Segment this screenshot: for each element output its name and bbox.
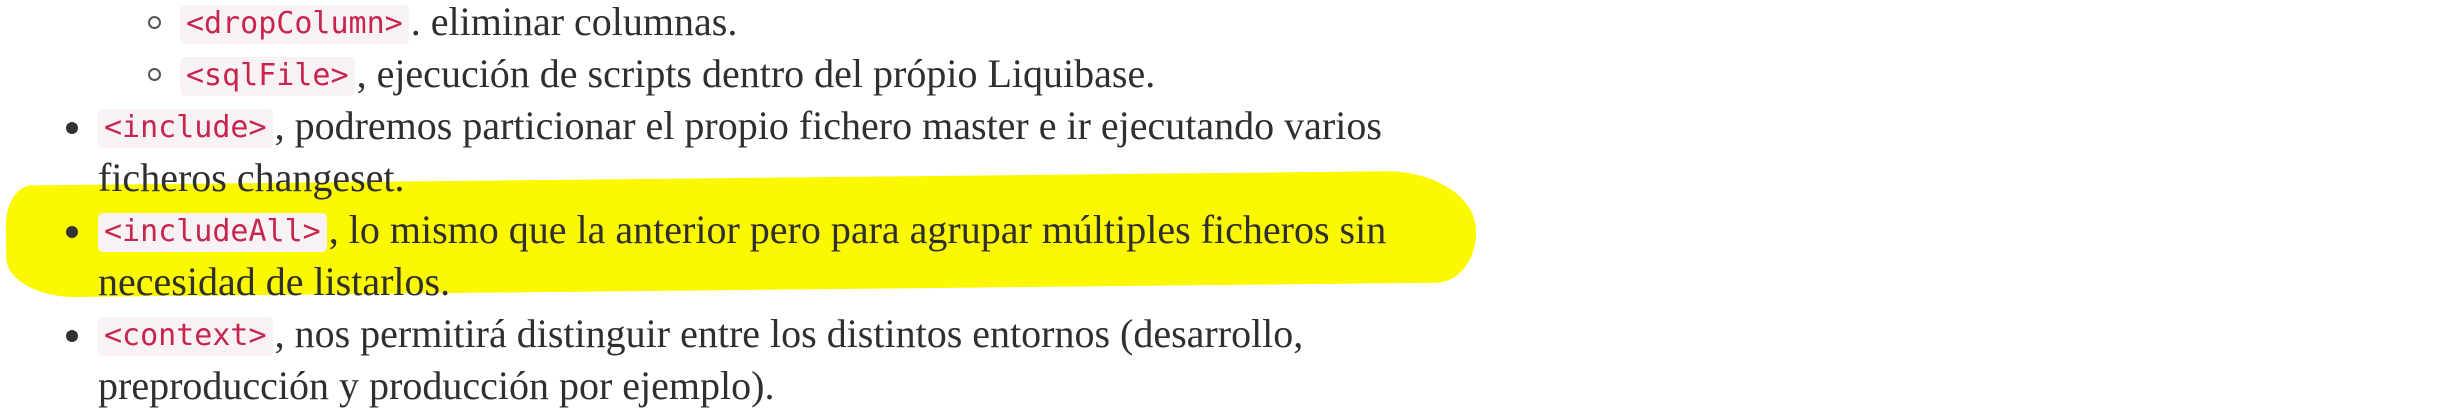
sub-item-text: , ejecución de scripts dentro del própio Liquibase. (356, 51, 1156, 96)
bullet-icon (66, 122, 78, 134)
bullet-icon (66, 226, 78, 238)
inline-code-sqlfile: <sqlFile> (180, 57, 355, 96)
inline-code-include: <include> (98, 109, 273, 148)
sub-item-text: . eliminar columnas. (410, 0, 738, 44)
inline-code-dropcolumn: <dropColumn> (180, 5, 409, 44)
circle-bullet-icon (148, 16, 161, 29)
list-item-text: ficheros changeset. (98, 155, 405, 200)
list-item-text: preproducción y producción por ejemplo). (98, 363, 775, 408)
list-item-text: , lo mismo que la anterior pero para agrupar múltiples ficheros sin (328, 207, 1387, 252)
bullet-icon (66, 330, 78, 342)
circle-bullet-icon (148, 68, 161, 81)
inline-code-includeall: <includeAll> (98, 213, 327, 252)
list-item-text: , podremos particionar el propio fichero master e ir ejecutando varios (274, 103, 1382, 148)
list-item-text: necesidad de listarlos. (98, 259, 451, 304)
inline-code-context: <context> (98, 317, 273, 356)
list-item-text: , nos permitirá distinguir entre los distintos entornos (desarrollo, (274, 311, 1304, 356)
